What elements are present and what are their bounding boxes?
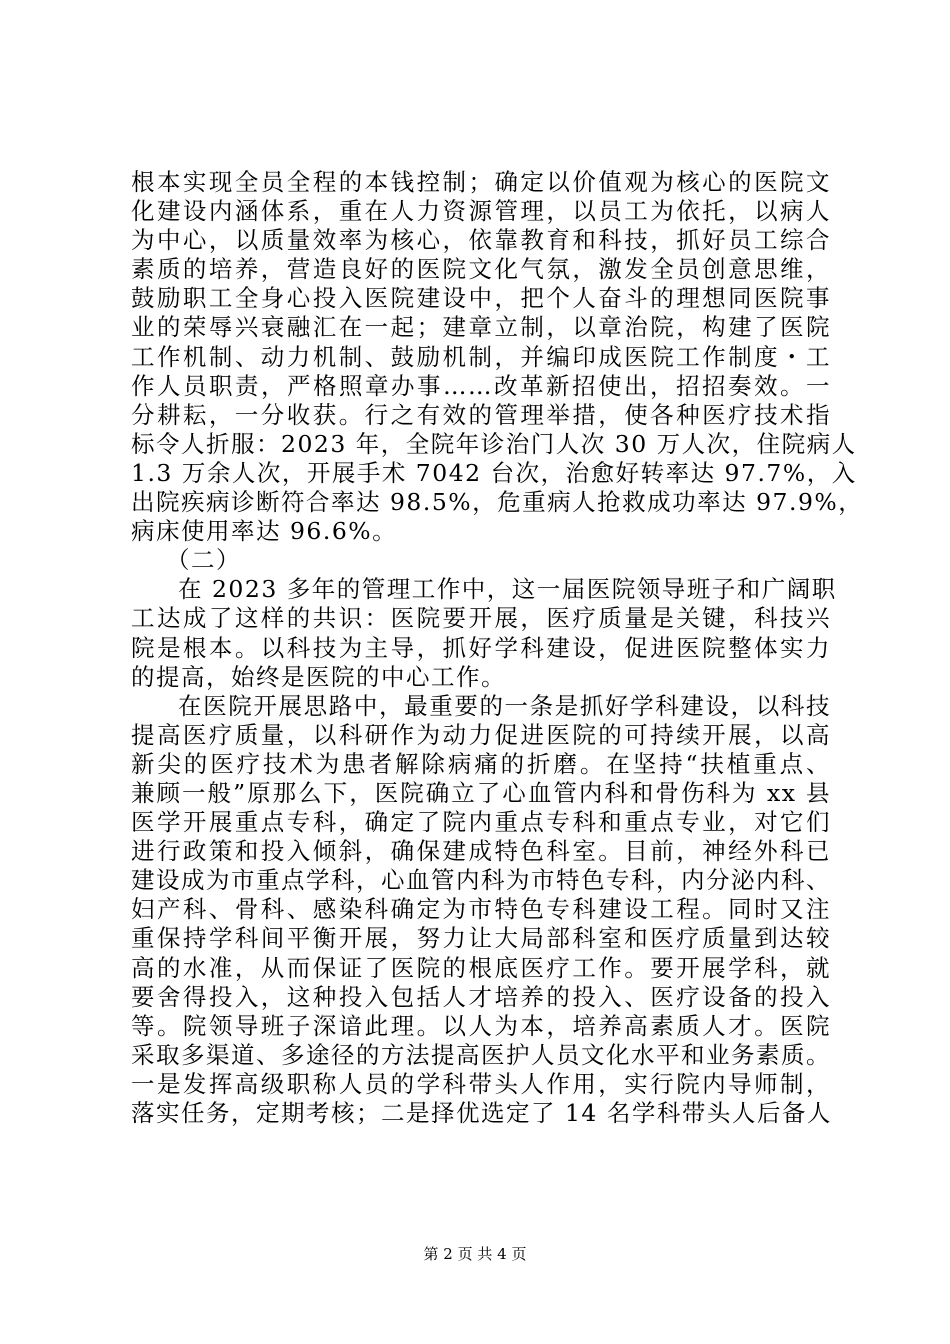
text-line: 出院疾病诊断符合率达 98.5%，危重病人抢救成功率达 97.9%， — [131, 488, 864, 517]
page-number: 第 2 页 共 4 页 — [423, 1245, 527, 1263]
text-line: 作人员职责，严格照章办事……改革新招使出，招招奏效。一 — [131, 371, 831, 400]
text-line: 提高医疗质量，以科研作为动力促进医院的可持续开展，以高 — [131, 720, 831, 749]
text-line: 分耕耘，一分收获。行之有效的管理举措，使各种医疗技术指 — [131, 400, 831, 429]
text-line: 采取多渠道、多途径的方法提高医护人员文化水平和业务素质。 — [131, 1040, 831, 1069]
text-line: 病床使用率达 96.6%。 — [131, 517, 398, 546]
text-line: 一是发挥高级职称人员的学科带头人作用，实行院内导师制， — [131, 1069, 831, 1098]
text-line: 1.3 万余人次，开展手术 7042 台次，治愈好转率达 97.7%，入 — [131, 458, 857, 487]
text-line: 高的水准，从而保证了医院的根底医疗工作。要开展学科，就 — [131, 953, 831, 982]
text-line: 化建设内涵体系，重在人力资源管理，以员工为依托，以病人 — [131, 197, 831, 226]
text-line: 医学开展重点专科，确定了院内重点专科和重点专业，对它们 — [131, 808, 831, 837]
text-line: 院是根本。以科技为主导，抓好学科建设，促进医院整体实力 — [131, 633, 831, 662]
section-heading: （二） — [166, 546, 241, 575]
text-line: 业的荣辱兴衰融汇在一起；建章立制，以章治院，构建了医院 — [131, 313, 831, 342]
text-line: 标令人折服：2023 年，全院年诊治门人次 30 万人次，住院病人 — [131, 429, 857, 458]
text-line: 新尖的医疗技术为患者解除病痛的折磨。在坚持“扶植重点、 — [131, 749, 831, 778]
text-line: 要舍得投入，这种投入包括人才培养的投入、医疗设备的投入 — [131, 982, 831, 1011]
text-line: 工作机制、动力机制、鼓励机制，并编印成医院工作制度・工 — [131, 342, 831, 371]
document-body — [131, 168, 864, 1128]
text-line: 落实任务，定期考核；二是择优选定了 14 名学科带头人后备人 — [131, 1099, 832, 1127]
text-line: 重保持学科间平衡开展，努力让大局部科室和医疗质量到达较 — [131, 924, 831, 953]
text-line: 建设成为市重点学科，心血管内科为市特色专科，内分泌内科、 — [131, 866, 831, 895]
text-line: 的提高，始终是医院的中心工作。 — [131, 662, 506, 691]
text-line: 鼓励职工全身心投入医院建设中，把个人奋斗的理想同医院事 — [131, 284, 831, 313]
text-line: 妇产科、骨科、感染科确定为市特色专科建设工程。同时又注 — [131, 895, 831, 924]
text-line: 根本实现全员全程的本钱控制；确定以价值观为核心的医院文 — [131, 168, 831, 196]
text-line: 兼顾一般”原那么下，医院确立了心血管内科和骨伤科为 xx 县 — [131, 778, 831, 807]
text-line: 在 2023 多年的管理工作中，这一届医院领导班子和广阔职 — [178, 575, 837, 604]
text-line: 工达成了这样的共识：医院要开展，医疗质量是关键，科技兴 — [131, 604, 831, 633]
text-line: 等。院领导班子深谙此理。以人为本，培养高素质人才。医院 — [131, 1011, 831, 1040]
text-line: 进行政策和投入倾斜，确保建成特色科室。目前，神经外科已 — [131, 837, 831, 866]
text-line: 为中心，以质量效率为核心，依靠教育和科技，抓好员工综合 — [131, 226, 831, 255]
text-line: 在医院开展思路中，最重要的一条是抓好学科建设，以科技 — [178, 691, 831, 720]
text-line: 素质的培养，营造良好的医院文化气氛，激发全员创意思维， — [131, 255, 831, 284]
page-footer — [0, 1244, 950, 1264]
